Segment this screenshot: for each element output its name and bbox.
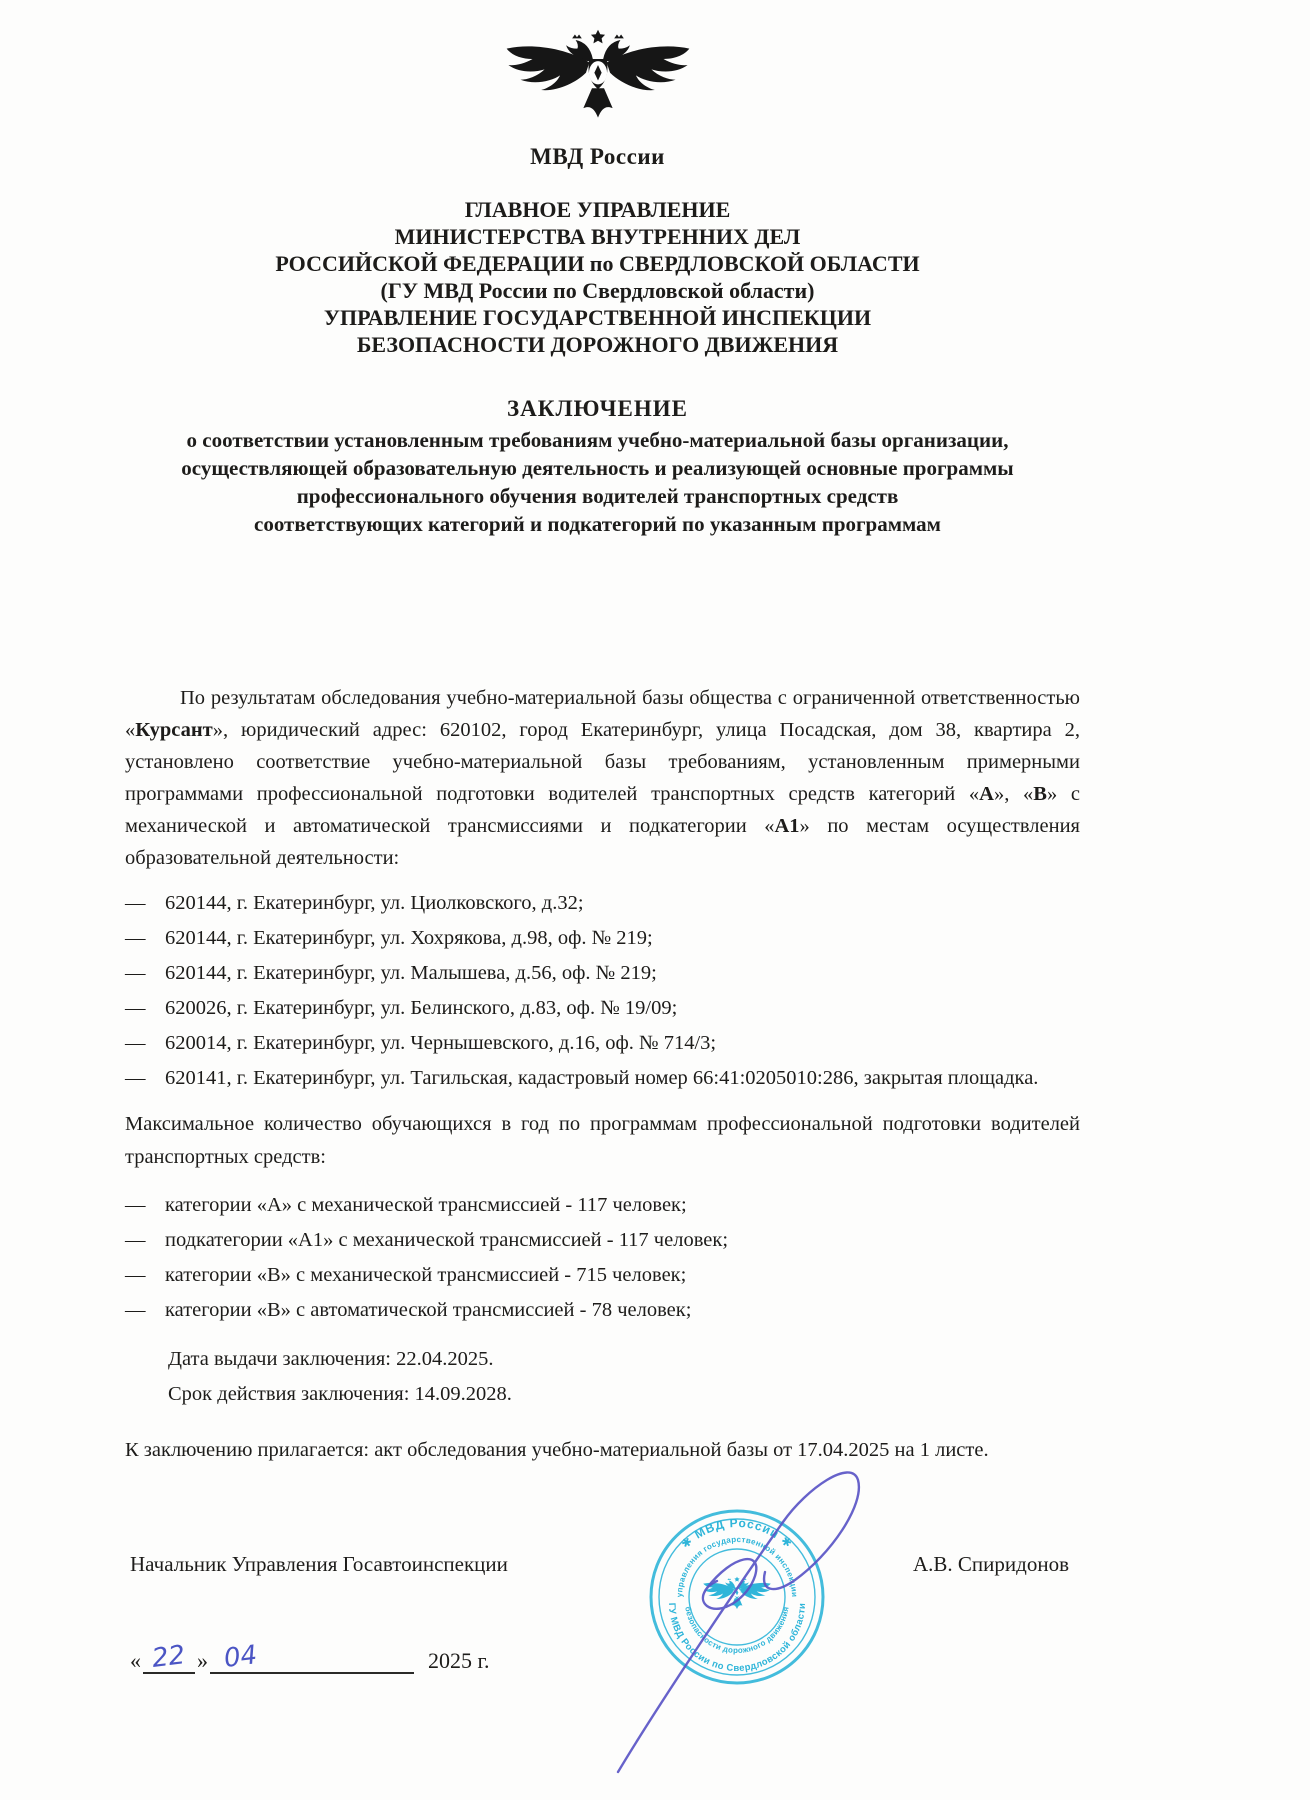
dash-icon: — [125,1229,146,1251]
attachment-note: К заключению прилагается: акт обследования учебно-материальной базы от 17.04.2025 на 1 листе. [125,1439,989,1461]
address-text: 620014, г. Екатеринбург, ул. Чернышевского, д.16, оф. № 714/3; [165,1032,717,1054]
dash-icon: — [125,1194,146,1216]
handwritten-month: 04 [222,1640,259,1674]
dash-icon: — [125,1067,146,1089]
intro-paragraph [125,682,1080,874]
address-list [125,886,1080,1096]
document-title: ЗАКЛЮЧЕНИЕ [507,396,688,421]
intro-segment: Курсант [135,719,213,741]
valid-until: Срок действия заключения: 14.09.2028. [168,1383,512,1405]
capacity-list [125,1188,1080,1328]
date-fill-line [128,1642,490,1674]
document-header [60,0,1135,538]
org-header-line: УПРАВЛЕНИЕ ГОСУДАРСТВЕННОЙ ИНСПЕКЦИИ [323,305,872,330]
intro-segment: По результатам обследования учебно-материальной базы общества с ограниченной ответственностью « [125,687,1080,741]
capacity-text: подкатегории «А1» с механической трансмиссией - 117 человек; [165,1229,729,1251]
open-quote: « [130,1648,141,1673]
official-round-stamp [555,1450,915,1795]
capacity-item [125,1258,1080,1293]
org-header-line: (ГУ МВД России по Свердловской области) [380,278,815,303]
address-text: 620026, г. Екатеринбург, ул. Белинского, д.83, оф. № 19/09; [165,997,678,1019]
svg-text:ГУ МВД России по Свердловской [666,1603,808,1674]
org-header-line: РОССИЙСКОЙ ФЕДЕРАЦИИ по СВЕРДЛОВСКОЙ ОБЛАСТИ [275,251,920,276]
mvd-eagle-emblem-icon [503,28,693,140]
svg-text:управления государственной инс [675,1535,799,1598]
capacity-item [125,1293,1080,1328]
address-text: 620141, г. Екатеринбург, ул. Тагильская, кадастровый номер 66:41:0205010:286, закрытая площадка. [165,1067,1039,1089]
stamp-eagle-icon [703,1577,770,1609]
svg-text:✱ МВД России ✱ [678,1516,795,1551]
year-label: 2025 г. [428,1648,490,1673]
stamp-outer-bottom-text: ГУ МВД России по Свердловской области [665,1602,809,1675]
address-item [125,1026,1080,1061]
stamp-inner-bottom-text: безопасности дорожного движения [683,1605,791,1656]
dash-icon: — [125,997,146,1019]
dash-icon: — [125,892,146,914]
dash-icon: — [125,962,146,984]
address-text: 620144, г. Екатеринбург, ул. Малышева, д.56, оф. № 219; [165,962,657,984]
signer-title: Начальник Управления Госавтоинспекции [130,1552,508,1576]
intro-segment: А [979,783,994,805]
dash-icon: — [125,1299,146,1321]
intro-segment: » по местам осуществления образовательной деятельности: [125,815,1080,869]
month-underline [210,1642,414,1674]
dash-icon: — [125,927,146,949]
handwritten-signature [618,1472,859,1772]
capacity-item [125,1188,1080,1223]
document-subtitle-line: осуществляющей образовательную деятельность и реализующей основные программы [181,456,1014,480]
address-text: 620144, г. Екатеринбург, ул. Хохрякова, д.98, оф. № 219; [165,927,653,949]
address-text: 620144, г. Екатеринбург, ул. Циолковского, д.32; [165,892,584,914]
capacity-text: категории «В» с механической трансмиссией - 715 человек; [165,1264,687,1286]
capacity-intro: Максимальное количество обучающихся в год по программам профессиональной подготовки водителей транспортных средств: [125,1113,1080,1168]
document-subtitle-line: профессионального обучения водителей транспортных средств [296,484,899,508]
capacity-item [125,1223,1080,1258]
day-underline [143,1642,195,1674]
address-item [125,991,1080,1026]
address-item [125,921,1080,956]
dash-icon: — [125,1032,146,1054]
document-subtitle [60,426,1135,538]
org-header-line: ГЛАВНОЕ УПРАВЛЕНИЕ [464,197,731,222]
org-caption: МВД России [530,144,665,169]
dash-icon: — [125,1264,146,1286]
capacity-text: категории «А» с механической трансмиссией - 117 человек; [165,1194,687,1216]
document-subtitle-line: соответствующих категорий и подкатегорий по указанным программам [254,512,941,536]
intro-segment: », юридический адрес: 620102, город Екатеринбург, улица Посадская, дом 38, квартира 2, установлено соответствие учебно-материальной базы требованиям, установленным примерными программами профессиональной подготовки водителей транспортных средств категорий « [125,719,1080,805]
document-body [125,682,1080,1466]
intro-segment: В [1033,783,1047,805]
org-header-line: БЕЗОПАСНОСТИ ДОРОЖНОГО ДВИЖЕНИЯ [356,332,839,357]
issue-date: Дата выдачи заключения: 22.04.2025. [168,1348,494,1370]
address-item [125,956,1080,991]
intro-segment: » с механической и автоматической трансмиссиями и подкатегории « [125,783,1081,837]
capacity-text: категории «В» с автоматической трансмиссией - 78 человек; [165,1299,692,1321]
signer-name: А.В. Спиридонов [913,1552,1069,1576]
address-item [125,886,1080,921]
dates-block [168,1342,1080,1412]
svg-text:безопасности дорожного движени [683,1606,790,1655]
close-quote: » [197,1648,208,1673]
intro-segment: А1 [774,815,800,837]
address-item [125,1061,1080,1096]
org-header-line: МИНИСТЕРСТВА ВНУТРЕННИХ ДЕЛ [394,224,801,249]
document-subtitle-line: о соответствии установленным требованиям учебно-материальной базы организации, [186,428,1009,452]
handwritten-day: 22 [150,1640,188,1674]
stamp-inner-top-text: управления государственной инспекции [674,1534,800,1598]
intro-segment: », « [993,783,1034,805]
stamp-outer-top-text: ✱ МВД России ✱ [678,1515,796,1552]
org-header [60,196,1135,358]
